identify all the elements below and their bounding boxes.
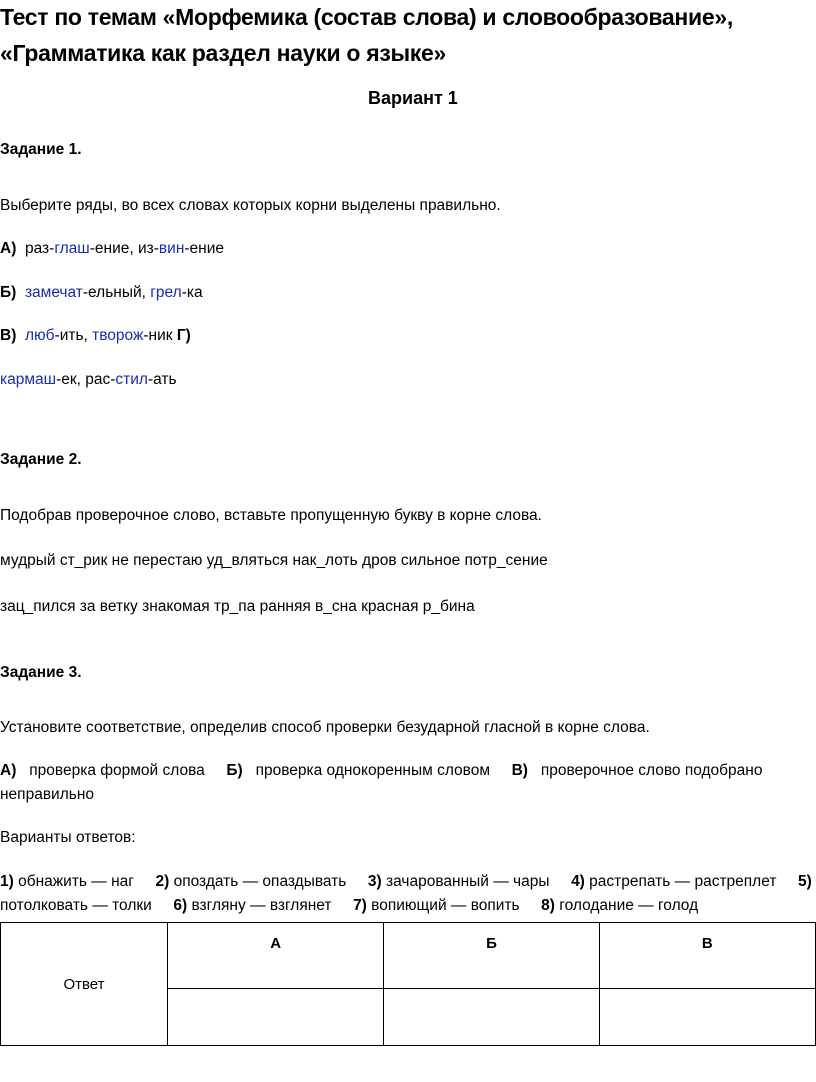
word-part: -ить, <box>54 327 93 344</box>
answer-text: взгляну — взглянет <box>191 897 332 914</box>
answer-number: 3) <box>367 873 382 890</box>
root-highlight: грел <box>150 284 182 301</box>
answer-cell-b[interactable] <box>384 989 599 1046</box>
root-highlight: стил <box>115 371 148 388</box>
root-highlight: творож <box>92 327 144 344</box>
answer-number: 5) <box>797 873 812 890</box>
answer-text: обнажить — наг <box>18 873 134 890</box>
option-text: проверка однокоренным словом <box>255 762 491 779</box>
option-label: Б) <box>226 762 243 779</box>
word-part: -ать <box>147 371 177 388</box>
word-part: раз- <box>24 240 55 257</box>
option-text: проверочное слово подобрано неправильно <box>0 762 763 803</box>
task3-answers-heading: Варианты ответов: <box>0 829 136 846</box>
answer-col-a-header: А <box>168 923 384 989</box>
answer-item <box>173 897 331 914</box>
task3-heading: Задание 3. <box>0 664 82 681</box>
task3-answers-list <box>0 870 812 918</box>
task1-option-b <box>0 284 203 302</box>
answer-col-b-header: Б <box>384 923 599 989</box>
root-highlight: кармаш <box>0 371 57 388</box>
answer-number: 4) <box>571 873 585 890</box>
answer-number: 8) <box>541 897 555 914</box>
option-label: Б) <box>0 284 17 301</box>
option-label: В) <box>511 762 528 779</box>
task2-heading: Задание 2. <box>0 451 82 468</box>
answer-number: 1) <box>0 873 14 890</box>
task1-option-d <box>0 371 177 389</box>
answer-item <box>541 897 698 914</box>
root-highlight: замечат <box>24 284 83 301</box>
answer-col-c-header: В <box>599 923 815 989</box>
task1-heading: Задание 1. <box>0 141 82 158</box>
answer-number: 7) <box>353 897 367 914</box>
task3-instruction: Установите соответствие, определив способ проверки безударной гласной в корне слова. <box>0 719 650 736</box>
root-highlight: глаш <box>54 240 90 257</box>
answer-text: растрепать — растреплет <box>589 873 777 890</box>
option-text: проверка формой слова <box>29 762 205 779</box>
option-label: Г) <box>176 327 191 344</box>
answer-item <box>0 873 134 890</box>
answer-text: опоздать — опаздывать <box>173 873 347 890</box>
answer-text: зачарованный — чары <box>386 873 550 890</box>
title-line-2: «Грамматика как раздел науки о языке» <box>0 40 447 66</box>
task1-option-c <box>0 327 191 345</box>
answer-text: вопиющий — вопить <box>371 897 520 914</box>
answer-table <box>0 922 816 1046</box>
word-part: -ка <box>181 284 203 301</box>
title-line-1: Тест по темам «Морфемика (состав слова) и словообразование», <box>0 4 733 30</box>
option-label: В) <box>0 327 17 344</box>
option-label: А) <box>0 762 17 779</box>
task2-instruction: Подобрав проверочное слово, вставьте пропущенную букву в корне слова. <box>0 507 542 524</box>
answer-cell-a[interactable] <box>168 989 384 1046</box>
task2-line-1: мудрый ст_рик не перестаю уд_вляться нак_лоть дров сильное потр_сение <box>0 552 548 569</box>
task3-options <box>0 759 812 807</box>
answer-item <box>155 873 346 890</box>
word-part: -ек, рас- <box>56 371 116 388</box>
answer-item <box>571 873 776 890</box>
root-highlight: вин <box>158 240 185 257</box>
answer-number: 6) <box>173 897 188 914</box>
root-highlight: люб <box>24 327 55 344</box>
word-part: -ение, из- <box>89 240 159 257</box>
task1-instruction: Выберите ряды, во всех словах которых корни выделены правильно. <box>0 197 501 214</box>
answer-text: голодание — голод <box>559 897 699 914</box>
answer-cell-c[interactable] <box>599 989 815 1046</box>
word-part: -ельный, <box>82 284 151 301</box>
word-part: -ник <box>143 327 177 344</box>
option-label: А) <box>0 240 17 257</box>
answer-item <box>368 873 550 890</box>
task1-option-a <box>0 240 224 258</box>
variant-label: Вариант 1 <box>368 88 458 108</box>
word-part: -ение <box>184 240 224 257</box>
answer-item <box>353 897 520 914</box>
task2-line-2: зац_пился за ветку знакомая тр_па ранняя в_сна красная р_бина <box>0 598 475 615</box>
answer-row-label: Ответ <box>1 923 168 1046</box>
answer-number: 2) <box>155 873 170 890</box>
answer-text: потолковать — толки <box>0 897 152 914</box>
